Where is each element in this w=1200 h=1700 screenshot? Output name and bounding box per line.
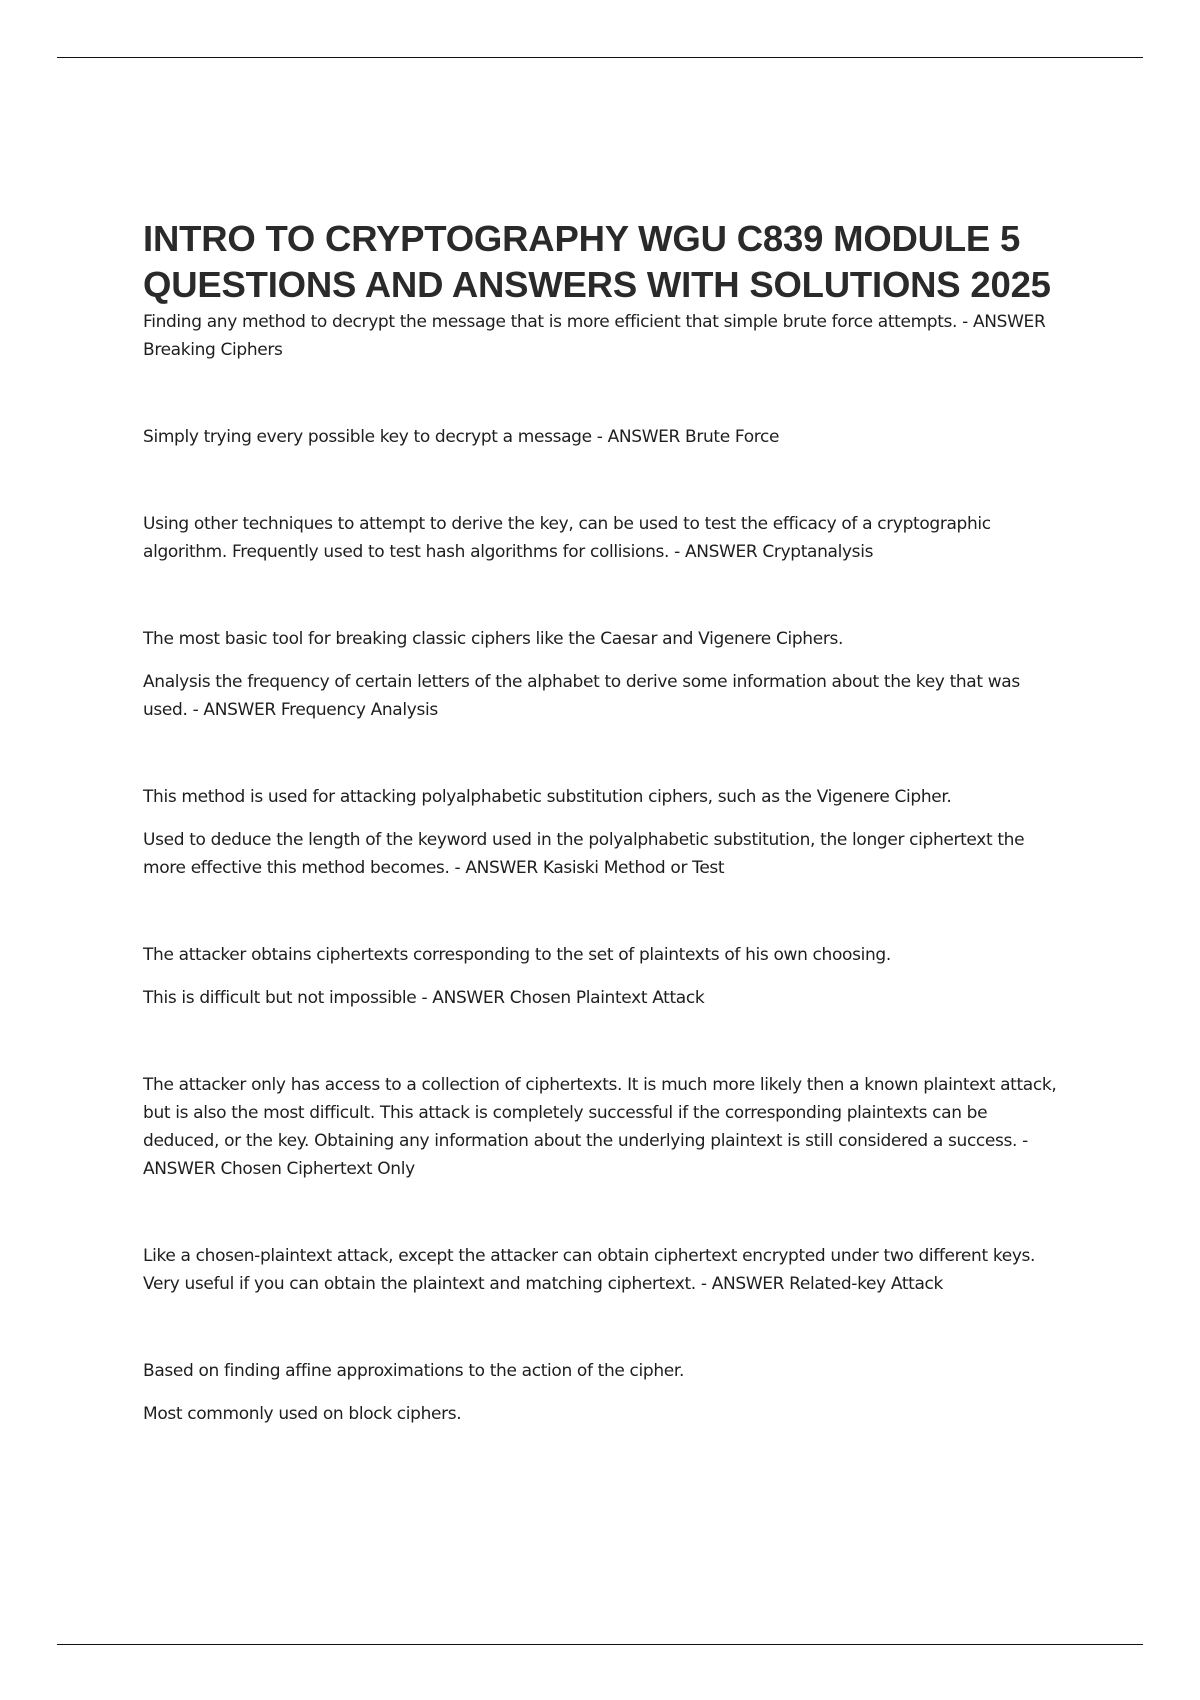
qa-entry: The most basic tool for breaking classic ciphers like the Caesar and Vigenere Ciphers. xyxy=(143,629,844,649)
qa-entry: Analysis the frequency of certain letters of the alphabet to derive some information about the key that was used. - ANSWER Frequency Analysis xyxy=(143,672,1020,720)
document-body xyxy=(143,216,1068,1428)
qa-entry: This is difficult but not impossible - ANSWER Chosen Plaintext Attack xyxy=(143,988,705,1008)
qa-entry: The attacker only has access to a collection of ciphertexts. It is much more likely then a known plaintext attack, but is also the most difficult. This attack is completely successful if the corresponding plaintexts can be deduced, or the key. Obtaining any information about the underlying plaintext is still considered a success. - ANSWER Chosen Ciphertext Only xyxy=(143,1075,1057,1179)
qa-entry: Finding any method to decrypt the message that is more efficient that simple brute force attempts. - ANSWER Breaking Ciphers xyxy=(143,312,1046,360)
qa-entry: Based on finding affine approximations to the action of the cipher. xyxy=(143,1361,685,1381)
qa-entry: Using other techniques to attempt to derive the key, can be used to test the efficacy of a cryptographic algorithm. Frequently used to test hash algorithms for collisions. - ANSWER Cryptanalysis xyxy=(143,514,991,562)
qa-entry: Most commonly used on block ciphers. xyxy=(143,1404,462,1424)
qa-entry: The attacker obtains ciphertexts corresponding to the set of plaintexts of his own choosing. xyxy=(143,945,891,965)
qa-list xyxy=(143,308,1068,1428)
qa-entry: This method is used for attacking polyalphabetic substitution ciphers, such as the Vigenere Cipher. xyxy=(143,787,952,807)
qa-entry: Like a chosen-plaintext attack, except the attacker can obtain ciphertext encrypted under two different keys. Very useful if you can obtain the plaintext and matching ciphertext. - ANSWER Related-key Attack xyxy=(143,1246,1036,1294)
top-rule xyxy=(57,57,1143,58)
bottom-rule xyxy=(57,1644,1143,1645)
document-title: INTRO TO CRYPTOGRAPHY WGU C839 MODULE 5 QUESTIONS AND ANSWERS WITH SOLUTIONS 2025 xyxy=(143,218,1051,305)
qa-entry: Used to deduce the length of the keyword used in the polyalphabetic substitution, the longer ciphertext the more effective this method becomes. - ANSWER Kasiski Method or Test xyxy=(143,830,1025,878)
qa-entry: Simply trying every possible key to decrypt a message - ANSWER Brute Force xyxy=(143,427,780,447)
